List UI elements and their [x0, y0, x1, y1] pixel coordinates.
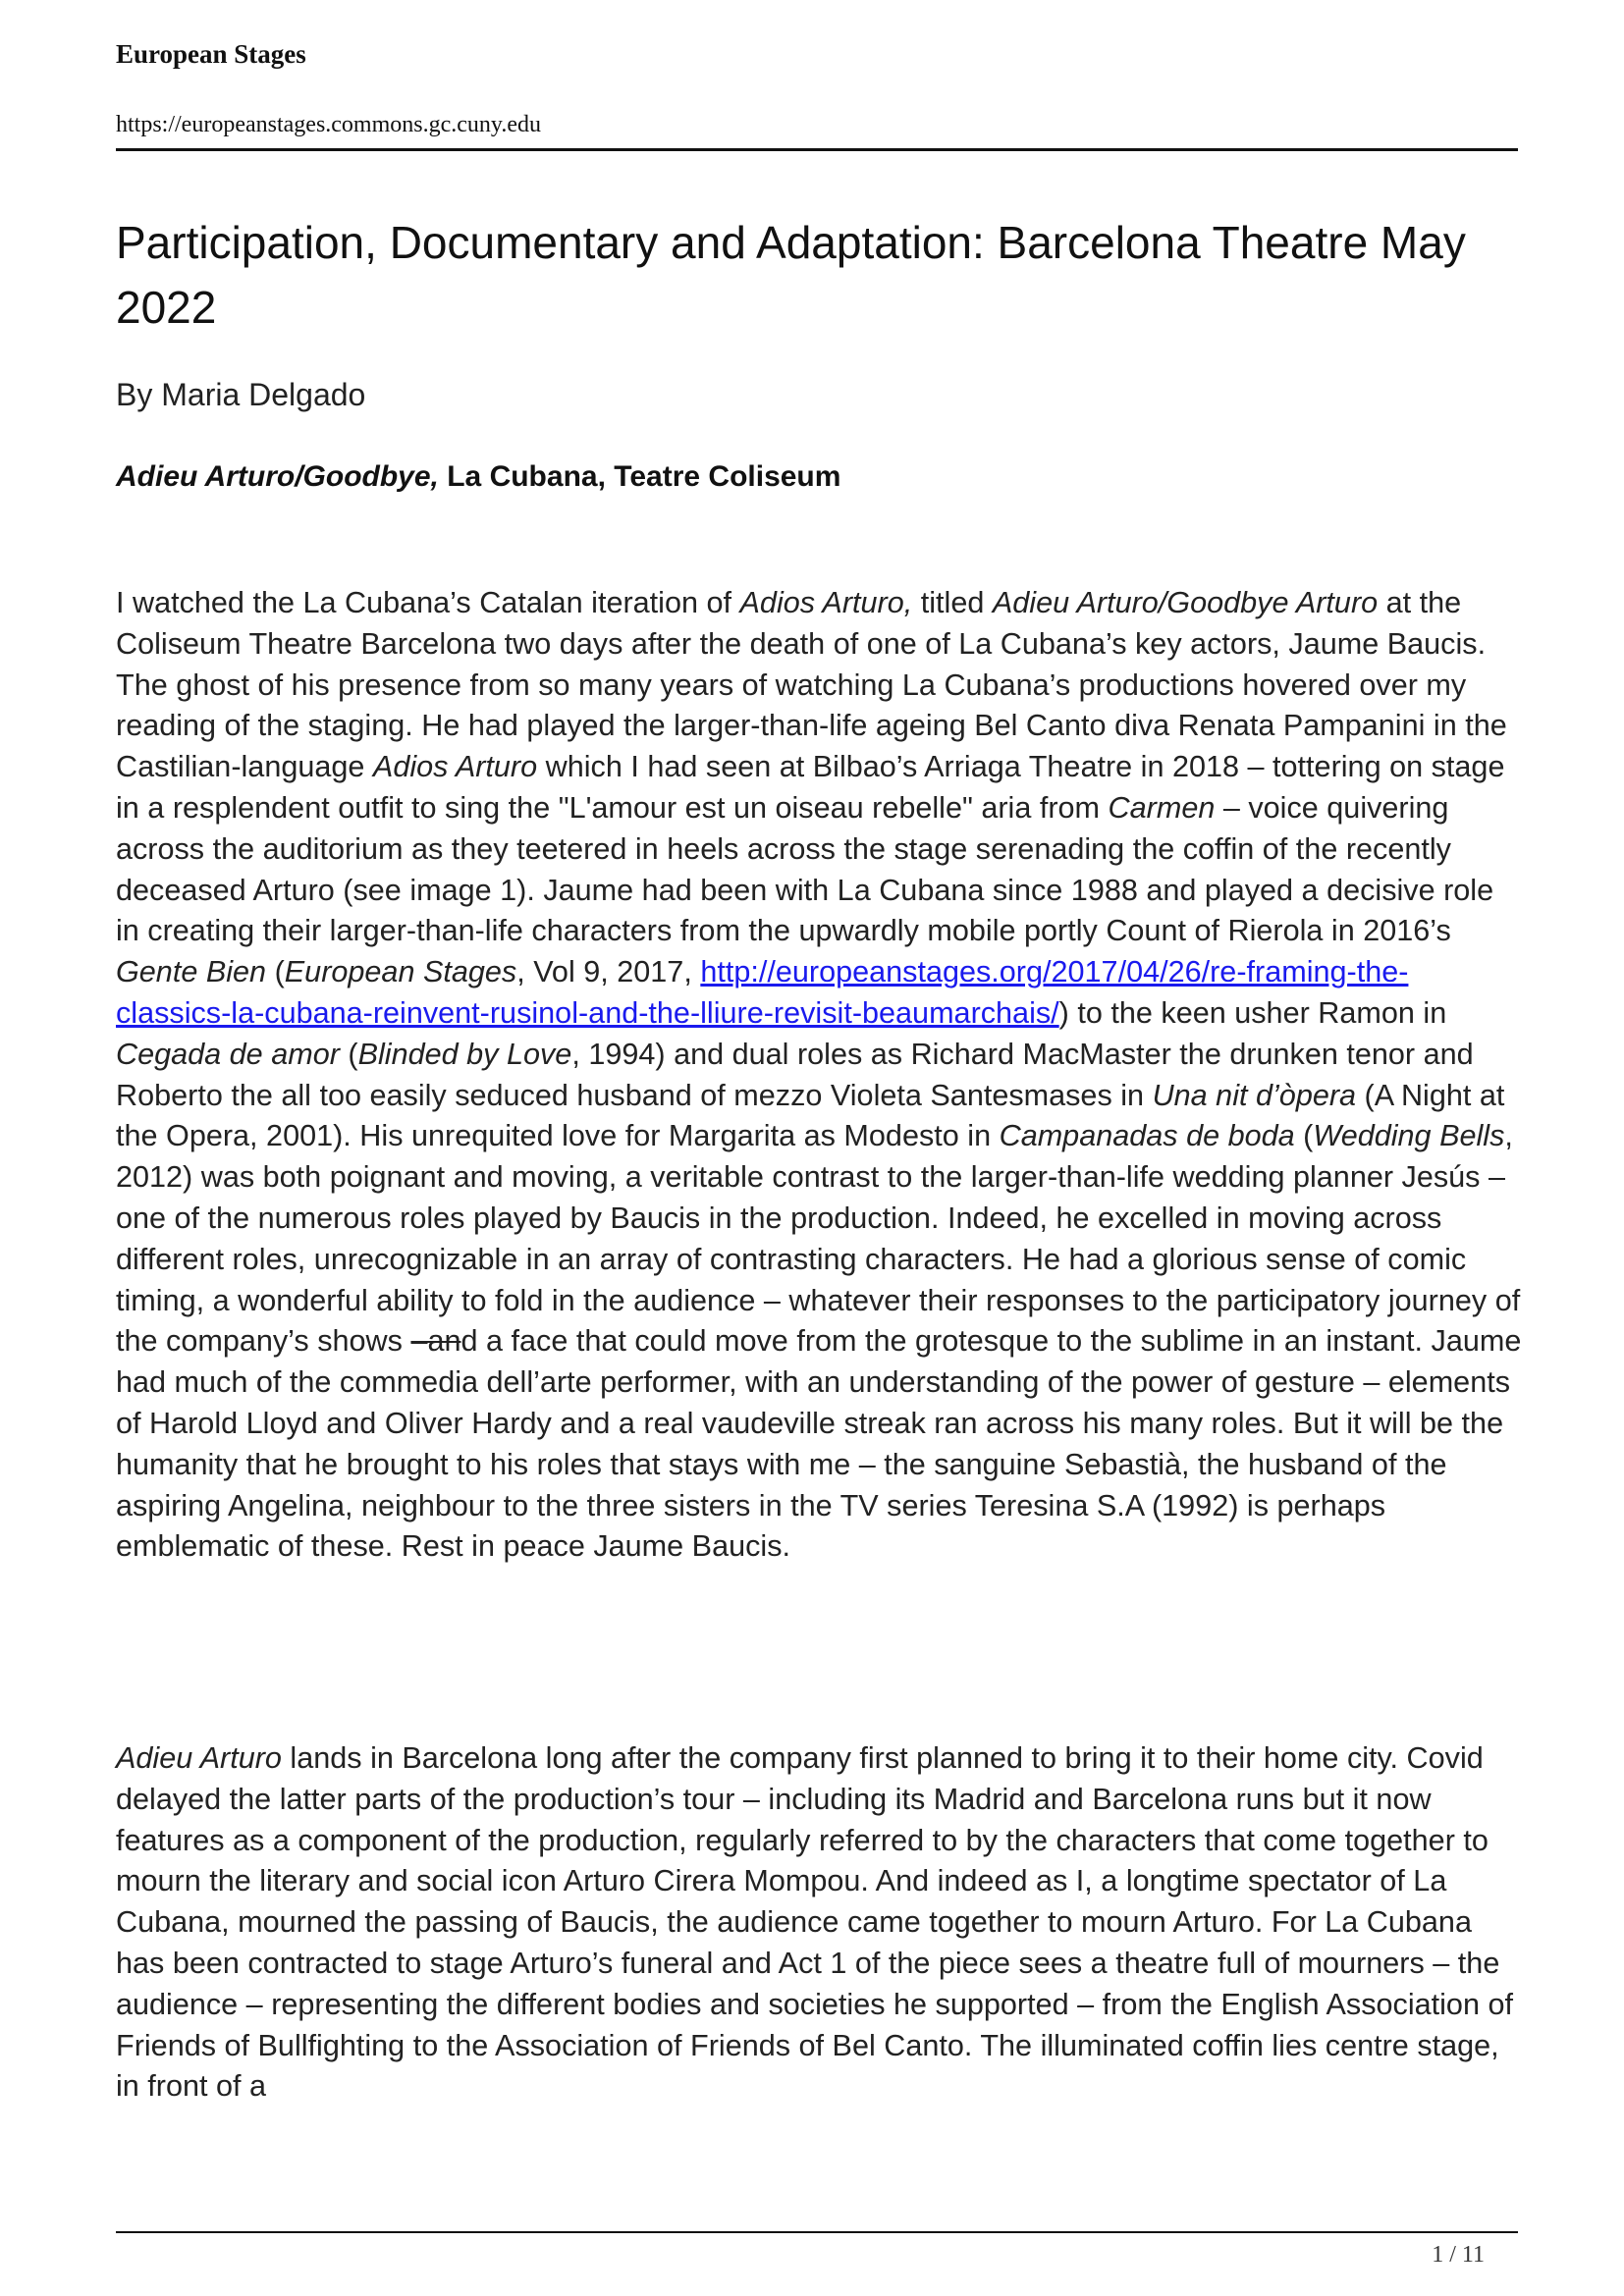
body-paragraph-2 — [116, 1738, 1522, 2108]
text-run: , 1994) and dual roles as Richard MacMaster the drunken tenor and Roberto the all too easily seduced husband of mezzo Violeta Santesmases in — [116, 1037, 1474, 1112]
text-run: – voice quivering across the auditorium as they teetered in heels across the stage serenading the coffin of the recently deceased Arturo (see image 1). Jaume had been with La Cubana since 1988 and played a decisive role in creating their larger-than-life characters from the upwardly mobile portly Count of Rierola in 2016’s — [116, 790, 1494, 948]
text-run: ( — [1294, 1119, 1314, 1153]
text-run: , Vol 9, 2017, — [516, 955, 701, 989]
text-run: d a face that could move from the grotesque to the sublime in an instant. Jaume had much of the commedia dell’arte performer, with an understanding of the power of gesture – elements of Harold Lloyd and Oliver Hardy and a real vaudeville streak ran across his many roles. But it will be the humanity that he brought to his roles that stays with me – the sanguine Sebastià, the husband of the aspiring Angelina, neighbour to the three sisters in the TV series Teresina S.A (1992) is perhaps emblematic of these. Rest in peace Jaume Baucis. — [116, 1324, 1522, 1564]
struck-text: –an — [410, 1324, 461, 1359]
italic-title: Cegada de amor — [116, 1037, 340, 1071]
site-url: https://europeanstages.commons.gc.cuny.edu — [116, 112, 542, 137]
text-run: lands in Barcelona long after the company first planned to bring it to their home city. Covid delayed the latter parts of the production’s tour – including its Madrid and Barcelona runs but it now features as a component of the production, regularly referred to by the characters that come together to mourn the literary and social icon Arturo Cirera Mompou. And indeed as I, a longtime spectator of La Cubana, mourned the passing of Baucis, the audience came together to mourn Arturo. For La Cubana has been contracted to stage Arturo’s funeral and Act 1 of the piece sees a theatre full of mourners – the audience – representing the different bodies and societies he supported – from the English Association of Friends of Bullfighting to the Association of Friends of Bel Canto. The illuminated coffin lies centre stage, in front of a — [116, 1741, 1513, 2104]
italic-title: Blinded by Love — [357, 1037, 572, 1071]
text-run: ) to the keen usher Ramon in — [1058, 995, 1447, 1030]
italic-title: Wedding Bells — [1313, 1119, 1505, 1153]
text-run: I watched the La Cubana’s Catalan iteration of — [116, 586, 740, 619]
italic-title: Adieu Arturo — [116, 1741, 282, 1775]
text-run: (A Night at the Opera, 2001). His unrequited love for Margarita as Modesto in — [116, 1078, 1505, 1153]
text-run: , 2012) was both poignant and moving, a veritable contrast to the larger-than-life wedding planner Jesús – one of the numerous roles played by Baucis in the production. Indeed, he excelled in moving across different roles, unrecognizable in an array of contrasting characters. He had a glorious sense of comic timing, a wonderful ability to fold in the audience – whatever their responses to the participatory journey of the company’s shows — [116, 1119, 1521, 1359]
italic-title: European Stages — [284, 955, 517, 989]
text-run: which I had seen at Bilbao’s Arriaga Theatre in 2018 – tottering on stage in a resplendent outfit to sing the "L'amour est un oiseau rebelle" aria from — [116, 750, 1505, 825]
subhead-company-venue: La Cubana, Teatre Coliseum — [438, 460, 841, 493]
footer-divider — [116, 2231, 1518, 2233]
text-run: ( — [339, 1037, 358, 1071]
article-subhead — [116, 460, 840, 494]
italic-title: Adios Arturo — [372, 750, 538, 784]
italic-title: Adios Arturo, — [739, 586, 913, 619]
article-title: Participation, Documentary and Adaptation: Barcelona Theatre May 2022 — [116, 217, 1466, 333]
page-number: 1 / 11 — [1432, 2242, 1485, 2268]
article-link[interactable]: http://europeanstages.org/2017/04/26/re-framing-the-classics-la-cubana-reinvent-rusinol-and-the-lliure-revisit-beaumarchais/ — [116, 955, 1409, 1030]
site-name: European Stages — [116, 39, 306, 69]
text-run: titled — [912, 586, 993, 619]
italic-title: Gente Bien — [116, 955, 267, 989]
subhead-production-title: Adieu Arturo/Goodbye, — [116, 460, 439, 493]
text-run: ( — [266, 955, 285, 989]
header-divider — [116, 148, 1518, 151]
text-run: at the Coliseum Theatre Barcelona two days after the death of one of La Cubana’s key actors, Jaume Baucis. The ghost of his presence from so many years of watching La Cubana’s productions hovered over my reading of the staging. He had played the larger-than-life ageing Bel Canto diva Renata Pampanini in the Castilian-language — [116, 586, 1507, 784]
body-paragraph-1 — [116, 583, 1522, 1568]
italic-title: Campanadas de boda — [999, 1119, 1295, 1153]
italic-title: Una nit d’òpera — [1152, 1078, 1357, 1112]
article-byline: By Maria Delgado — [116, 377, 366, 412]
italic-title: Adieu Arturo/Goodbye Arturo — [992, 586, 1379, 619]
italic-title: Carmen — [1108, 790, 1216, 825]
